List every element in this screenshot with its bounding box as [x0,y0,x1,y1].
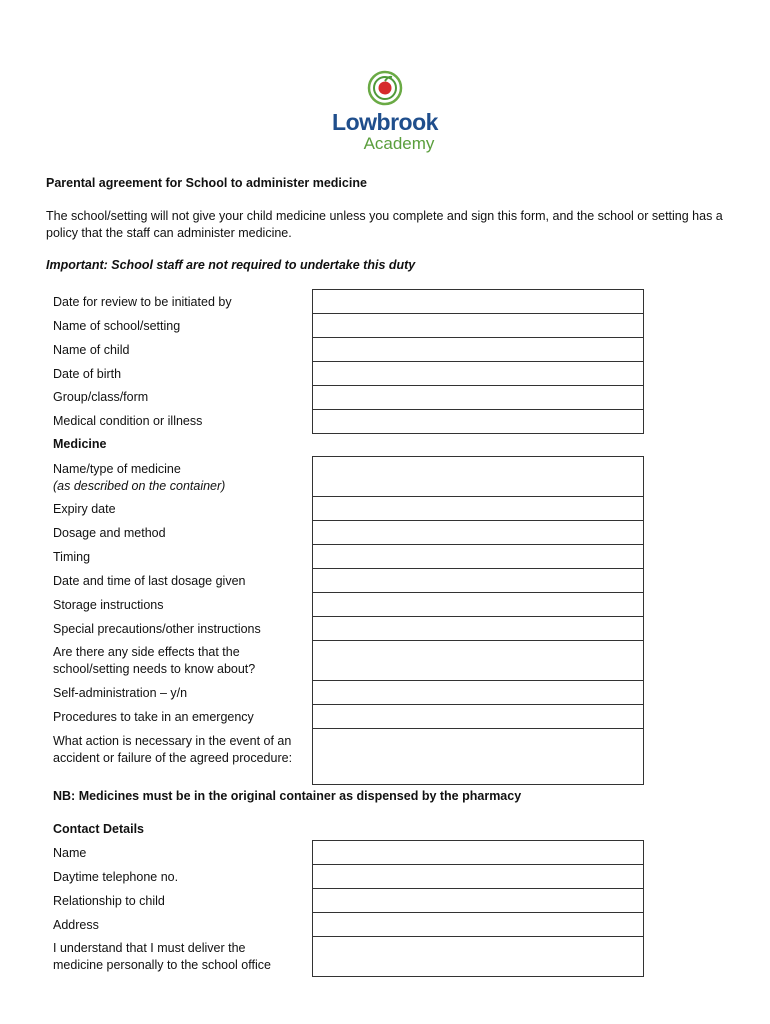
side-effects-field[interactable] [312,640,644,681]
field-label-phone: Daytime telephone no. [53,870,179,884]
field-label-accident: What action is necessary in the event of an accident or failure of the agreed procedure: [53,734,293,765]
date-of-birth-field[interactable] [312,361,644,386]
medical-condition-field[interactable] [312,409,644,434]
field-label-dosage: Dosage and method [53,526,166,540]
emergency-procedures-field[interactable] [312,704,644,729]
deliver-confirmation-field[interactable] [312,936,644,977]
field-label-school: Name of school/setting [53,319,181,333]
field-label-expiry: Expiry date [53,502,116,516]
medicine-name-note: (as described on the container) [53,478,226,493]
accident-action-field[interactable] [312,728,644,785]
field-label-side-effects: Are there any side effects that the school/setting needs to know about? [53,645,256,676]
dosage-field[interactable] [312,520,644,545]
logo-wordmark: Lowbrook [332,109,438,135]
field-label-dob: Date of birth [53,367,122,381]
address-field[interactable] [312,912,644,937]
school-logo [324,62,446,156]
field-label-condition: Medical condition or illness [53,414,203,428]
timing-field[interactable] [312,544,644,569]
logo-subtitle: Academy [363,134,435,153]
daytime-phone-field[interactable] [312,864,644,889]
expiry-date-field[interactable] [312,496,644,521]
relationship-field[interactable] [312,888,644,913]
precautions-field[interactable] [312,616,644,641]
field-label-storage: Storage instructions [53,598,164,612]
field-label-self-admin: Self-administration – y/n [53,686,188,700]
contact-heading: Contact Details [53,822,144,836]
last-dose-field[interactable] [312,568,644,593]
field-label-timing: Timing [53,550,91,564]
child-name-field[interactable] [312,337,644,362]
field-label-last-dose: Date and time of last dosage given [53,574,246,588]
apple-logo-icon [367,62,403,110]
medicine-name-field[interactable] [312,456,644,497]
storage-field[interactable] [312,592,644,617]
contact-name-field[interactable] [312,840,644,865]
field-label-group: Group/class/form [53,390,149,404]
field-label-contact-name: Name [53,846,87,860]
field-label-precautions: Special precautions/other instructions [53,622,261,636]
field-label-address: Address [53,918,99,932]
field-label-deliver: I understand that I must deliver the medicine personally to the school office [53,941,271,972]
field-label-emergency: Procedures to take in an emergency [53,710,254,724]
field-label-relationship: Relationship to child [53,894,165,908]
self-administration-field[interactable] [312,680,644,705]
review-date-field[interactable] [312,289,644,314]
intro-text: The school/setting will not give your child medicine unless you complete and sign this form, and the school or setting has a policy that the staff can administer medicine. [46,209,723,240]
important-notice: Important: School staff are not required to undertake this duty [46,258,416,272]
field-label-medicine-name [53,461,308,494]
field-label-child-name: Name of child [53,343,130,357]
page-title: Parental agreement for School to administer medicine [46,176,367,190]
medicine-name-text: Name/type of medicine [53,462,181,476]
school-name-field[interactable] [312,313,644,338]
medicine-heading: Medicine [53,437,107,451]
nb-notice: NB: Medicines must be in the original container as dispensed by the pharmacy [53,789,522,803]
field-label-review-date: Date for review to be initiated by [53,295,232,309]
group-class-field[interactable] [312,385,644,410]
